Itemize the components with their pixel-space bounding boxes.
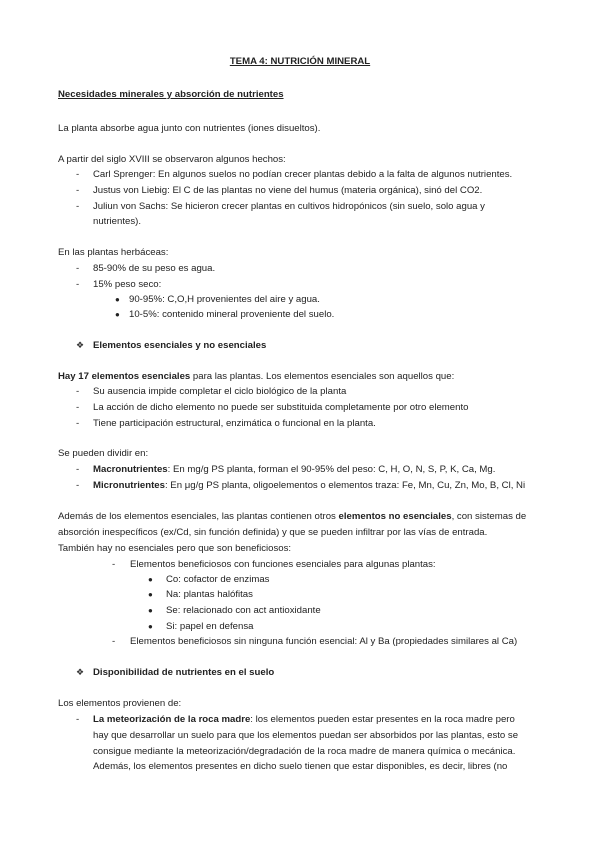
- list-item: Carl Sprenger: En algunos suelos no podían crecer plantas debido a la falta de algunos nutrientes.: [93, 169, 513, 180]
- paragraph-divide-intro: Se pueden dividir en:: [58, 448, 149, 459]
- list-item: Justus von Liebig: El C de las plantas no viene del humus (materia orgánica), sinó del CO2.: [93, 185, 483, 196]
- text-span: : los elementos pueden estar presentes en la roca madre pero: [250, 714, 515, 725]
- bold-text: Macronutrientes: [93, 464, 168, 475]
- sub-list-item: 90-95%: C,O,H provenientes del aire y agua.: [129, 294, 320, 305]
- paragraph-herb-intro: En las plantas herbáceas:: [58, 247, 169, 258]
- dash-marker: -: [76, 714, 80, 725]
- section-heading-needs: Necesidades minerales y absorción de nutrientes: [58, 89, 284, 100]
- paragraph-non-essential: [58, 511, 526, 523]
- list-item: 15% peso seco:: [93, 279, 162, 290]
- list-item: La acción de dicho elemento no puede ser substituida completamente por otro elemento: [93, 402, 469, 413]
- paragraph-line: consigue mediante la meteorización/degradación de la roca madre de manera química o mecánica.: [93, 746, 516, 757]
- bullet-icon: ●: [115, 310, 120, 319]
- list-item-macronutrients: [93, 464, 495, 476]
- text-span: : En mg/g PS planta, forman el 90-95% del peso: C, H, O, N, S, P, K, Ca, Mg.: [167, 464, 496, 475]
- paragraph-line: Además, los elementos presentes en dicho suelo tienen que estar disponibles, es decir, libres (no: [93, 761, 508, 772]
- list-item: Elementos beneficiosos sin ninguna función esencial: Al y Ba (propiedades similares al Ca): [130, 636, 518, 647]
- paragraph-line: absorción inespecíficos (ex/Cd, sin función definida) y que se pueden infiltrar por las vías de entrada.: [58, 527, 488, 538]
- bold-text: La meteorización de la roca madre: [93, 714, 251, 725]
- bullet-icon: ●: [148, 590, 153, 599]
- sub-list-item: Na: plantas halófitas: [166, 589, 253, 600]
- list-item-weathering: [93, 714, 515, 726]
- dash-marker: -: [112, 559, 116, 570]
- list-item: Juliun von Sachs: Se hicieron crecer plantas en cultivos hidropónicos (sin suelo, solo agua y: [93, 201, 485, 212]
- list-item: Tiene participación estructural, enzimática o funcional en la planta.: [93, 418, 376, 429]
- list-item-continuation: nutrientes).: [93, 216, 141, 227]
- dash-marker: -: [76, 480, 80, 491]
- text-span: , con sistemas de: [451, 511, 527, 522]
- sub-list-item: Co: cofactor de enzimas: [166, 574, 270, 585]
- bold-text: Hay 17 elementos esenciales: [58, 371, 191, 382]
- paragraph-line: hay que desarrollar un suelo para que los elementos puedan ser absorbidos por las plantas, esto se: [93, 730, 519, 741]
- paragraph-intro: La planta absorbe agua junto con nutrientes (iones disueltos).: [58, 123, 321, 134]
- diamond-bullet-icon: ❖: [76, 667, 85, 677]
- list-item: Elementos beneficiosos con funciones esenciales para algunas plantas:: [130, 559, 436, 570]
- sub-list-item: 10-5%: contenido mineral proveniente del suelo.: [129, 309, 335, 320]
- dash-marker: -: [76, 402, 80, 413]
- dash-marker: -: [76, 263, 80, 274]
- dash-marker: -: [76, 185, 80, 196]
- dash-marker: -: [76, 386, 80, 397]
- dash-marker: -: [76, 201, 80, 212]
- list-item: Su ausencia impide completar el ciclo biológico de la planta: [93, 386, 347, 397]
- sub-list-item: Si: papel en defensa: [166, 621, 254, 632]
- dash-marker: -: [76, 418, 80, 429]
- section-heading-availability: Disponibilidad de nutrientes en el suelo: [93, 667, 275, 678]
- text-span: para las plantas. Los elementos esenciales son aquellos que:: [190, 371, 455, 382]
- section-heading-elements: Elementos esenciales y no esenciales: [93, 340, 267, 351]
- paragraph-line: También hay no esenciales pero que son beneficiosos:: [58, 543, 292, 554]
- bold-text: elementos no esenciales: [338, 511, 452, 522]
- dash-marker: -: [76, 464, 80, 475]
- paragraph-facts-intro: A partir del siglo XVIII se observaron algunos hechos:: [58, 154, 286, 165]
- bullet-icon: ●: [148, 575, 153, 584]
- bullet-icon: ●: [148, 606, 153, 615]
- text-span: Además de los elementos esenciales, las plantas contienen otros: [58, 511, 339, 522]
- dash-marker: -: [76, 279, 80, 290]
- sub-list-item: Se: relacionado con act antioxidante: [166, 605, 321, 616]
- bold-text: Micronutrientes: [93, 480, 165, 491]
- bullet-icon: ●: [148, 622, 153, 631]
- list-item-micronutrients: [93, 480, 525, 492]
- list-item: 85-90% de su peso es agua.: [93, 263, 216, 274]
- dash-marker: -: [112, 636, 116, 647]
- text-span: : En μg/g PS planta, oligoelementos o elementos traza: Fe, Mn, Cu, Zn, Mo, B, Cl, Ni: [164, 480, 526, 491]
- document-title: TEMA 4: NUTRICIÓN MINERAL: [229, 56, 371, 67]
- dash-marker: -: [76, 169, 80, 180]
- bullet-icon: ●: [115, 295, 120, 304]
- paragraph-sources-intro: Los elementos provienen de:: [58, 698, 182, 709]
- diamond-bullet-icon: ❖: [76, 340, 85, 350]
- paragraph-essential: [58, 371, 454, 383]
